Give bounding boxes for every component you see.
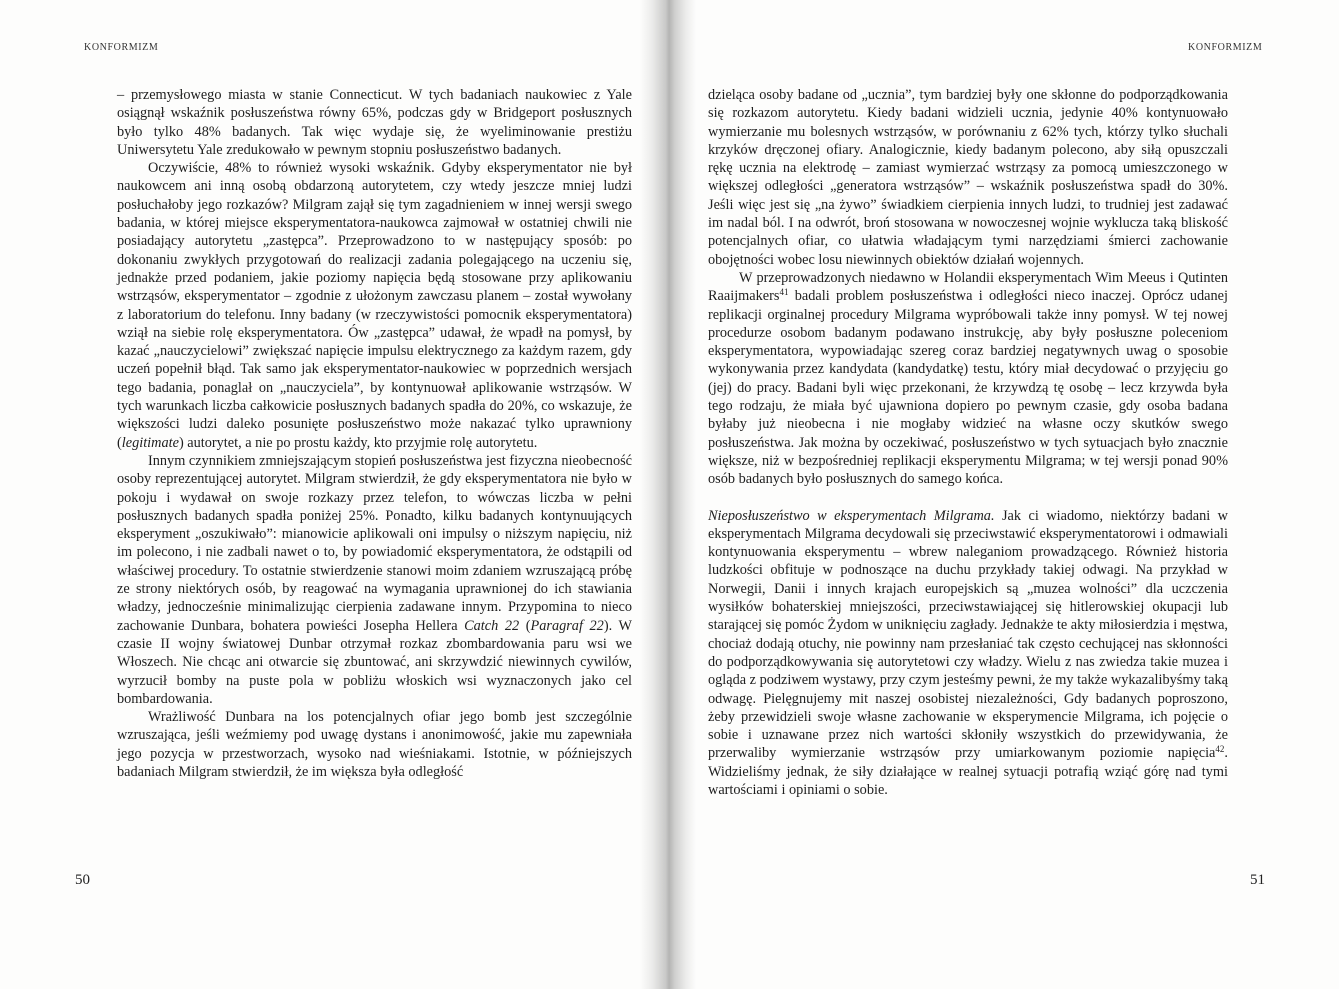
right-paragraph-2-text-b: badali problem posłuszeństwa i odległości nieco inaczej. Oprócz udanej replikacji orginalnej procedury Milgrama wypróbowali także inny pomysł. W tej nowej procedurze osobom badanym podawano instrukcję, aby były posłuszne poleceniom eksperymentatora, wypowiadając szereg coraz bardziej negatywnych uwag o sposobie wykonywania przez kandydata (kandydatkę) testu, który miał decydować o przyjęciu go (jej) do pracy. Badani byli więc przekonani, że krzywdzą tę osobę – lecz krzywda była tego rodzaju, że miała być ujawniona dopiero po pewnym czasie, gdy osoba badana byłaby już nieobecna i nie mogłaby widzieć na własne oczy skutków swego posłuszeństwa. Jak można by oczekiwać, posłuszeństwo w tych sytuacjach było znacznie większe, niż w bezpośredniej replikacji eksperymentu Milgrama; w tej wersji ponad 90% osób badanych było posłusznych do samego końca.: [708, 288, 1228, 488]
footnote-ref-41: 41: [779, 287, 789, 298]
right-paragraph-1: dzieląca osoby badane od „ucznia”, tym bardziej były one skłonne do podporządkowania się rozkazom autorytetu. Kiedy badani widzieli ucznia, jedynie 40% kontynuowało wymierzanie mu bolesnych wstrząsów, w porównaniu z 62% tych, którzy tylko słuchali krzyków dręczonej ofiary. Analogicznie, kiedy badanym polecono, aby siłą opuszczali rękę ucznia na elektrodę – zamiast wymierzać wstrząsy za pomocą umieszczonego w większej odległości „generatora wstrząsów” – wskaźnik posłuszeństwa spadł do 30%. Jeśli więc jest się „na żywo” świadkiem cierpienia innych ludzi, to trudniej jest zadawać im nadal ból. I na odwrót, broń stosowana w nowoczesnej wojnie wyklucza taką bliskość potencjalnych ofiar, co ułatwia władającym tymi narzędziami śmierci zachowanie obojętności wobec losu niewinnych obiektów działań wojennych.: [708, 87, 1228, 268]
left-paragraph-2-text-a: Oczywiście, 48% to również wysoki wskaźnik. Gdyby eksperymentator nie był naukowcem ani inną osobą obdarzoną autorytetem, czy wtedy jeszcze mniej ludzi posłuchałoby jego rozkazów? Milgram zajął się tym zagadnieniem w innej wersji swego badania, w której miejsce eksperymentatora-naukowca zajmował w ostatniej chwili nie posiadający autorytetu „zastępca”. Przeprowadzono to w następujący sposób: po dokonaniu zwykłych przygotowań do realizacji zadania polegającego na uczeniu się, jednakże przed podaniem, jakie poziomy napięcia będą stosowane przy aplikowaniu wstrząsów, eksperymentator – zgodnie z ułożonym zawczasu planem – został wywołany z laboratorium do telefonu. Inny badany (w rzeczywistości pomocnik eksperymentatora) wziął na siebie rolę eksperymentatora. Ów „zastępca” udawał, że wpadł na pomysł, by kazać „nauczycielowi” zwiększać napięcie impulsu elektrycznego za każdym razem, gdy uczeń popełnił błąd. Tak samo jak eksperymentator-naukowiec w poprzednich wersjach tego badania, ponaglał on „nauczyciela”, by kontynuował aplikowanie wstrząsów. W tych warunkach liczba całkowicie posłusznych badanych spadła do 20%, co wskazuje, że większości ludzi daleko posunięte posłuszeństwo może nakazać tylko uprawniony (: [117, 160, 632, 451]
page-number-right: 51: [1250, 872, 1265, 888]
book-gutter: [640, 0, 696, 989]
right-page-text: [708, 86, 1228, 799]
left-paragraph-3-text-a: Innym czynnikiem zmniejszającym stopień posłuszeństwa jest fizyczna nieobecność osoby reprezentującej autorytet. Milgram stwierdził, że gdy eksperymentatora nie było w pokoju i wydawał on swoje rozkazy przez telefon, to wówczas liczba w pełni posłusznych badanych spadła poniżej 25%. Ponadto, kilku badanych kontynuujących eksperyment „oszukiwało”: mianowicie aplikowali oni impulsy o niższym napięciu, niż im polecono, i nie zadbali nawet o to, by powiadomić eksperymentatora, że odstąpili od właściwej procedury. To ostatnie stwierdzenie stanowi moim zdaniem wzruszającą próbę ze strony niektórych osób, by reagować na wymagania uprawnionej do ich stawiania władzy, jednocześnie minimalizując cierpienia zadawane innym. Przypomina to nieco zachowanie Dunbara, bohatera powieści Josepha Hellera: [117, 452, 632, 634]
left-paragraph-3-text-b: ). W czasie II wojny światowej Dunbar otrzymał rozkaz zbombardowania paru wsi we Włoszech. Nie chcąc ani otwarcie się zbuntować, ani skrzywdzić niewinnych cywilów, wyrzucił bomby na puste pola w pobliżu włoskich wsi wyznaczonych jako cel bombardowania.: [117, 617, 632, 707]
footnote-ref-42: 42: [1215, 744, 1225, 755]
left-paragraph-3: [117, 452, 632, 708]
left-paragraph-4: Wrażliwość Dunbara na los potencjalnych ofiar jego bomb jest szczególnie wzruszająca, jeśli weźmiemy pod uwagę dystans i anonimowość, jakie mu zapewniała jego pozycja w przestworzach, wysoko nad wieśniakami. Istotnie, w późniejszych badaniach Milgram stwierdził, że im większa była odległość: [117, 709, 632, 780]
left-page-text: [117, 86, 632, 781]
right-paragraph-2-text-a: W przeprowadzonych niedawno w Holandii eksperymentach Wim Meeus i Qutinten Raaijmakers: [708, 269, 1228, 305]
left-paragraph-3-text-mid: (: [519, 617, 531, 634]
left-paragraph-1: – przemysłowego miasta w stanie Connecticut. W tych badaniach naukowiec z Yale osiągnął wskaźnik posłuszeństwa równy 65%, podczas gdy w Bridgeport posłusznych było tylko 48% badanych. Tak więc wydaje się, że wyeliminowanie prestiżu Uniwersytetu Yale zredukowało w pewnym stopniu posłuszeństwo badanych.: [117, 87, 632, 158]
page-number-left: 50: [75, 872, 90, 888]
left-paragraph-2-text-b: ) autorytet, a nie po prostu każdy, kto przyjmie rolę autorytetu.: [178, 434, 538, 451]
running-head-right: KONFORMIZM: [1188, 42, 1263, 53]
right-paragraph-3: [708, 507, 1228, 800]
legitimate-term: legitimate: [121, 434, 179, 451]
book-title-catch22: Catch 22: [464, 617, 520, 634]
running-head-left: KONFORMIZM: [84, 42, 159, 53]
left-paragraph-2: [117, 159, 632, 452]
right-paragraph-3-text-b: . Widzieliśmy jednak, że siły działające w realnej sytuacji potrafią wziąć górę nad tymi wartościami i opiniami o sobie.: [708, 745, 1228, 798]
right-paragraph-3-text-a: Jak ci wiadomo, niektórzy badani w eksperymentach Milgrama decydowali się przeciwstawić eksperymentatorowi i odmawiali kontynuowania eksperymentu – wbrew naleganiom prowadzącego. Również historia ludzkości obfituje w podnoszące na duchu przykłady takiej odwagi. Na przykład w Norwegii, Danii i innych krajach europejskich są „muzea wolności” dla uczczenia wysiłków bohaterskiej mniejszości, przeciwstawiającej się hitlerowskiej okupacji lub starającej się pomóc Żydom w uniknięciu zagłady. Jednakże te akty miłosierdzia i męstwa, chociaż dodają otuchy, nie powinny nam przesłaniać tak często cechującej nas skłonności do podporządkowywania się autorytetowi czy władzy. Wielu z nas zwiedza takie muzea i ogląda z podziwem wystawy, przy czym jesteśmy pewni, że my także wykazalibyśmy taką odwagę. Pielęgnujemy mit naszej osobistej niezależności, Gdy badanych poproszono, żeby przewidzieli swoje własne zachowanie w eksperymencie Milgrama, ich pojęcie o sobie i uznawane przez nich wartości skłoniły wszystkich do przewidywania, że przerwaliby wymierzanie wstrząsów przy umiarkowanym poziomie napięcia: [708, 507, 1228, 762]
right-paragraph-2: [708, 269, 1228, 489]
section-heading-disobedience: Nieposłuszeństwo w eksperymentach Milgrama.: [708, 507, 995, 524]
book-title-paragraf22: Paragraf 22: [530, 617, 604, 634]
